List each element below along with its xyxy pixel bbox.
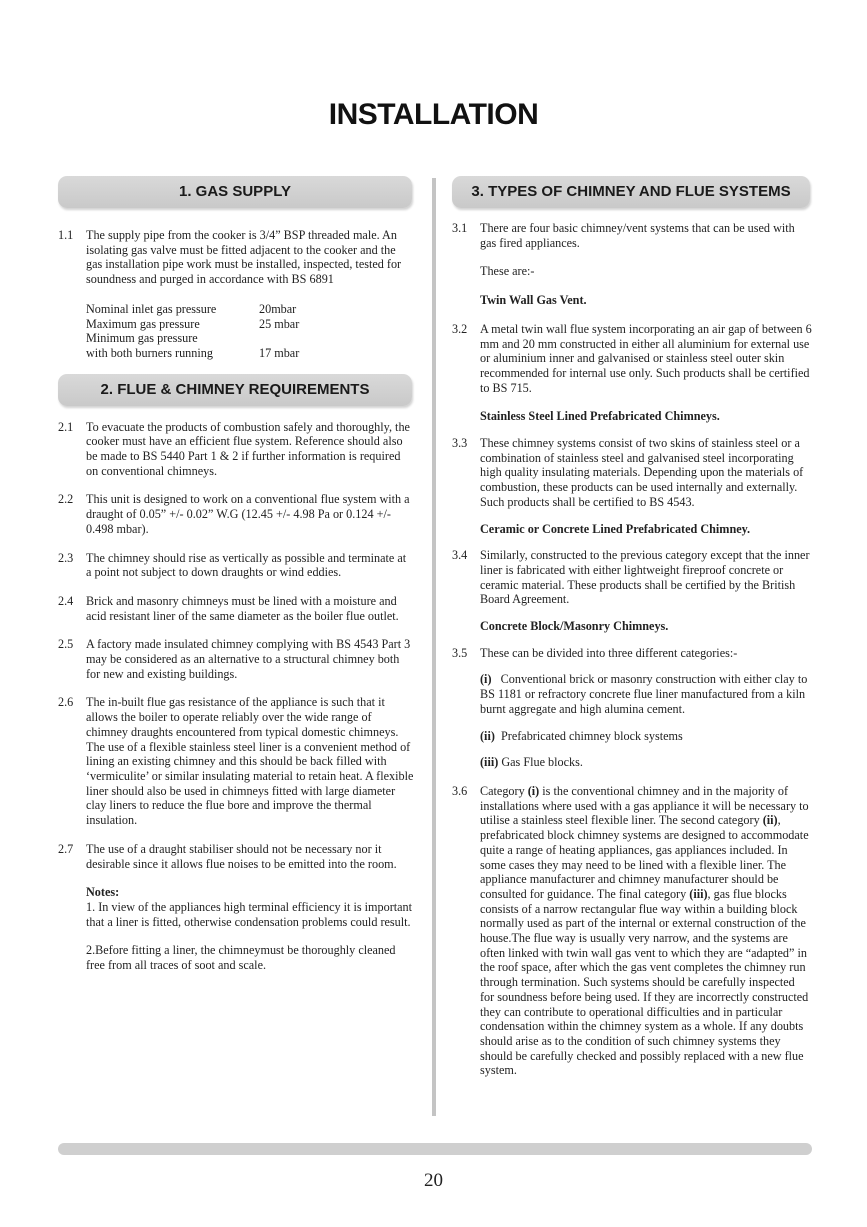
category-ref: (i) bbox=[527, 783, 540, 798]
para-number: 3.5 bbox=[452, 645, 468, 660]
notes-heading: Notes: bbox=[86, 885, 120, 900]
stainless-heading: Stainless Steel Lined Prefabricated Chimneys. bbox=[480, 409, 720, 424]
note-2: 2.Before fitting a liner, the chimneymust be thoroughly cleaned free from all traces of soot and scale. bbox=[86, 943, 396, 973]
para-text: There are four basic chimney/vent systems that can be used with gas fired appliances. bbox=[480, 221, 795, 250]
category-i bbox=[452, 672, 812, 716]
para-number: 2.6 bbox=[58, 695, 74, 710]
para-text bbox=[480, 784, 812, 1078]
para-number: 2.1 bbox=[58, 419, 74, 434]
para-number: 2.3 bbox=[58, 550, 74, 565]
spec-value: 25 mbar bbox=[259, 316, 300, 331]
concrete-heading: Concrete Block/Masonry Chimneys. bbox=[480, 619, 669, 634]
para-text: The use of a draught stabiliser should not be necessary nor it desirable since it allows flue noises to be emitted into the room. bbox=[86, 841, 397, 871]
spec-row bbox=[86, 317, 299, 332]
spec-label: Minimum gas pressure bbox=[86, 331, 198, 346]
spec-value: 17 mbar bbox=[259, 345, 300, 360]
note-1: 1. In view of the appliances high terminal efficiency it is important that a liner is fitted, otherwise condensation problems could result. bbox=[86, 899, 413, 929]
para-3-2 bbox=[452, 322, 812, 396]
para-3-6 bbox=[452, 784, 812, 1078]
text-run: Category bbox=[480, 783, 528, 798]
para-3-4 bbox=[452, 548, 812, 607]
spec-label: Maximum gas pressure bbox=[86, 316, 200, 331]
twin-wall-heading: Twin Wall Gas Vent. bbox=[480, 293, 587, 308]
para-text: Similarly, constructed to the previous category except that the inner liner is fabricated with either lightweight fireproof concrete or ceramic material. These products shall be certified by the British Board Agreement. bbox=[480, 548, 810, 607]
spec-value bbox=[259, 331, 299, 346]
para-number: 3.1 bbox=[452, 221, 468, 235]
category-ref: (ii) bbox=[762, 813, 778, 828]
para-2-1 bbox=[58, 420, 414, 479]
category-label: (ii) bbox=[480, 728, 495, 743]
para-text: This unit is designed to work on a conventional flue system with a draught of 0.05” +/- 0.02” W.G (12.45 +/- 4.98 Pa or 0.124 +/- 0.498 mbar). bbox=[86, 492, 410, 536]
para-2-5 bbox=[58, 637, 414, 681]
category-ref: (iii) bbox=[689, 886, 708, 901]
para-3-3 bbox=[452, 436, 812, 510]
spec-value: 20mbar bbox=[259, 301, 297, 316]
para-2-4 bbox=[58, 594, 414, 623]
spec-row bbox=[86, 346, 299, 361]
text-run: , gas flue blocks consists of a narrow rectangular flue way within a building block normally used as part of the internal or external construction of the house.The flue way is usually very narrow, and the systems are often linked with twin wall gas vent to which they are “adapted” in the roof space, after which the gas vent completes the chimney run through termination. Such systems should be carefully inspected for soundness before being used. If they are incorrectly constructed they can contribute to operational difficulties and in particular condensation within the chimney system as a whole. If any doubts should arise as to the condition of such chimney systems they should be carefully checked and possibly replaced with a new flue system. bbox=[480, 886, 809, 1078]
category-label: (i) bbox=[480, 672, 492, 687]
para-2-3 bbox=[58, 551, 414, 580]
para-3-1 bbox=[452, 221, 812, 250]
para-text: The chimney should rise as vertically as possible and terminate at a point not subject to down draughts or wind eddies. bbox=[86, 550, 407, 580]
ceramic-heading: Ceramic or Concrete Lined Prefabricated Chimney. bbox=[480, 521, 751, 536]
category-text: Conventional brick or masonry construction with either clay to BS 1181 or refractory concrete flue liner manufactured from a kiln burnt aggregate and high alumina cement. bbox=[480, 672, 808, 716]
para-text: To evacuate the products of combustion safely and thoroughly, the cooker must have an efficient flue system. Reference should also be made to BS 5440 Part 1 & 2 if further information is required on conventional chimneys. bbox=[86, 419, 410, 478]
footer-bar bbox=[58, 1143, 812, 1155]
para-number: 2.4 bbox=[58, 593, 74, 608]
para-number: 3.2 bbox=[452, 321, 468, 336]
para-1-1 bbox=[58, 228, 414, 287]
para-2-6 bbox=[58, 695, 414, 827]
para-text: The in-built flue gas resistance of the appliance is such that it allows the boiler to operate reliably over the wide range of chimney draughts encountered from typical domestic chimneys. The use of a flexible stainless steel liner is a convenient method of lining an existing chimney and this should be back filled with ‘vermiculite’ or similar insulating material to retain heat. A flexible liner should also be used in chimneys fitted with large diameter clay liners to reduce the flue bore and improve the thermal insulation. bbox=[86, 695, 414, 828]
para-number: 2.5 bbox=[58, 637, 74, 652]
page-number: 20 bbox=[424, 1170, 443, 1191]
gas-pressure-table bbox=[86, 302, 299, 361]
right-column bbox=[452, 176, 812, 1078]
para-number: 3.3 bbox=[452, 436, 468, 451]
para-text: A factory made insulated chimney complying with BS 4543 Part 3 may be considered as an alternative to a structural chimney both for new and existing buildings. bbox=[86, 637, 411, 681]
category-iii bbox=[452, 755, 812, 770]
category-ii bbox=[452, 729, 812, 744]
para-2-2 bbox=[58, 492, 414, 536]
category-text: Gas Flue blocks. bbox=[501, 755, 583, 770]
para-text: These chimney systems consist of two skins of stainless steel or a combination of stainless steel and galvanised steel incorporating high quality insulating materials. Depending upon the materials of combustion, these products can be used internally and externally. Such products shall be certified to BS 4543. bbox=[480, 436, 804, 509]
page-title: INSTALLATION bbox=[328, 98, 539, 131]
category-text: Prefabricated chimney block systems bbox=[500, 728, 683, 743]
left-column bbox=[58, 176, 414, 973]
flue-chimney-heading: 2. FLUE & CHIMNEY REQUIREMENTS bbox=[58, 374, 412, 406]
spec-label: Nominal inlet gas pressure bbox=[86, 301, 217, 316]
chimney-types-heading: 3. TYPES OF CHIMNEY AND FLUE SYSTEMS bbox=[452, 176, 810, 208]
text-run: , prefabricated block chimney systems are designed to accommodate quite a range of heating appliances, gas appliances included. In some cases they may need to be lined with a flexible liner. The appliance manufacturer and chimney manufacturer should be consulted for guidance. The final category bbox=[480, 813, 809, 901]
text-run: is the conventional chimney and in the majority of installations where used with a gas appliance it will be necessary to utilise a stainless steel flexible liner. The second category bbox=[480, 783, 809, 828]
category-label: (iii) bbox=[480, 755, 499, 770]
spec-label: with both burners running bbox=[86, 345, 213, 360]
para-number: 1.1 bbox=[58, 228, 74, 242]
column-divider bbox=[432, 178, 436, 1116]
para-number: 2.2 bbox=[58, 492, 74, 507]
para-3-5 bbox=[452, 646, 812, 661]
para-number: 3.4 bbox=[452, 548, 468, 563]
para-text: These can be divided into three different categories:- bbox=[480, 645, 738, 660]
para-text: The supply pipe from the cooker is 3/4” BSP threaded male. An isolating gas valve must be fitted adjacent to the cooker and the gas installation pipe work must be installed, inspected, tested for soundness and purged in accordance with BS 6891 bbox=[86, 228, 402, 287]
para-text: A metal twin wall flue system incorporating an air gap of between 6 mm and 20 mm constructed in either all aluminium for external use or aluminium inner and galvanised or stainless steel outer skin recommended for internal use only. Such products shall be certified to BS 715. bbox=[480, 321, 812, 395]
spec-row bbox=[86, 331, 299, 346]
para-2-7 bbox=[58, 842, 414, 871]
these-are-text: These are:- bbox=[480, 264, 535, 279]
spec-row bbox=[86, 302, 299, 317]
gas-supply-heading: 1. GAS SUPPLY bbox=[58, 176, 412, 208]
para-number: 3.6 bbox=[452, 783, 468, 798]
para-number: 2.7 bbox=[58, 841, 74, 856]
para-text: Brick and masonry chimneys must be lined with a moisture and acid resistant liner of the same diameter as the boiler flue outlet. bbox=[86, 593, 399, 623]
